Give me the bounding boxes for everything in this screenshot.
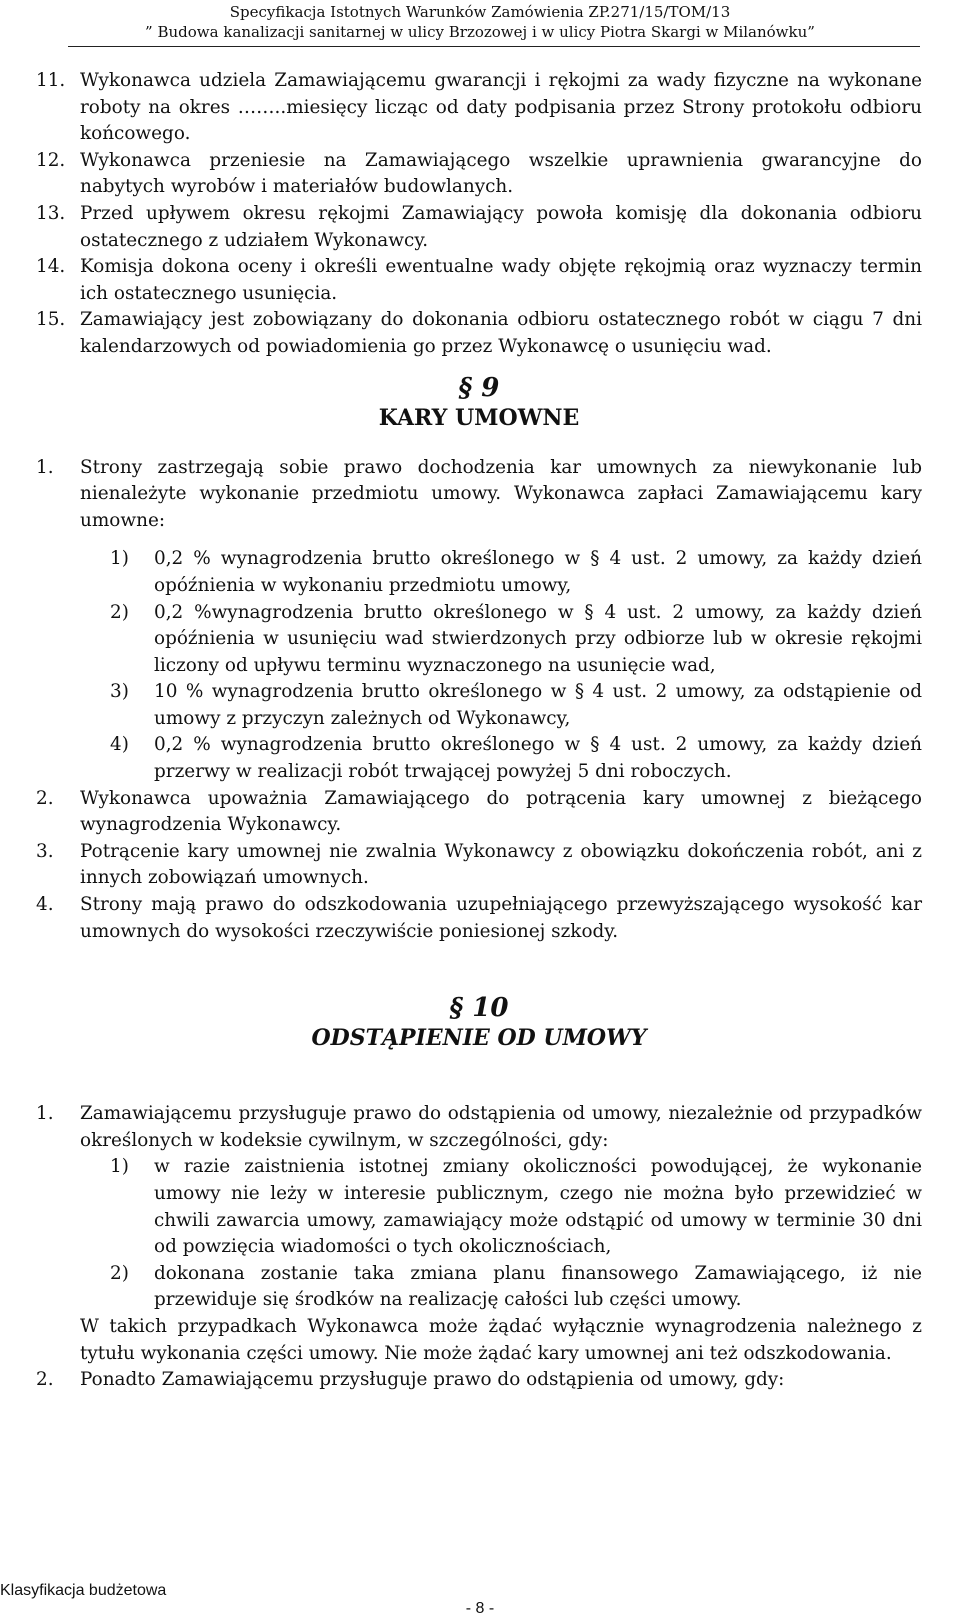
- sub-item-text: dokonana zostanie taka zmiana planu finansowego Zamawiającego, iż nie przewiduje się środków na realizację całości lub części umowy.: [154, 1262, 922, 1311]
- list-item: [36, 68, 922, 148]
- item-text: Ponadto Zamawiającemu przysługuje prawo do odstąpienia od umowy, gdy:: [80, 1369, 785, 1391]
- note-paragraph: W takich przypadkach Wykonawca może żądać wyłącznie wynagrodzenia należnego z tytułu wykonania części umowy. Nie może żądać kary umownej ani też odszkodowania.: [80, 1315, 922, 1364]
- item-number: 14.: [36, 256, 66, 278]
- list-item: [36, 1101, 922, 1154]
- sub-list-item: [36, 600, 922, 680]
- list-item: [36, 892, 922, 945]
- footer-label: Klasyfikacja budżetowa: [0, 1582, 167, 1599]
- header-title: Specyfikacja Istotnych Warunków Zamówienia ZP.271/15/TOM/13: [229, 3, 731, 21]
- section-number: § 10: [449, 993, 509, 1024]
- list-item: [36, 786, 922, 839]
- header-subtitle: ” Budowa kanalizacji sanitarnej w ulicy Brzozowej i w ulicy Piotra Skargi w Milanówku”: [145, 23, 815, 41]
- sub-list-item: [36, 546, 922, 599]
- item-text: Komisja dokona oceny i określi ewentualne wady objęte rękojmią oraz wyznaczy termin ich ostatecznego usunięcia.: [80, 256, 922, 304]
- section-heading: [36, 373, 922, 433]
- header-divider: [68, 46, 920, 47]
- page-number: - 8 -: [465, 1600, 495, 1617]
- sub-item-number: 3): [110, 681, 129, 703]
- list-item: [36, 307, 922, 360]
- list-item: [36, 148, 922, 201]
- sub-list-item: [36, 1154, 922, 1260]
- item-text: Strony zastrzegają sobie prawo dochodzenia kar umownych za niewykonanie lub nienależyte wykonanie przedmiotu umowy. Wykonawca zapłaci Zamawiającemu kary umowne:: [80, 456, 922, 531]
- sub-item-number: 1): [110, 548, 129, 570]
- sub-list-item: [36, 679, 922, 732]
- sub-item-number: 2): [110, 1262, 129, 1284]
- item-text: Przed upływem okresu rękojmi Zamawiający powoła komisję dla dokonania odbioru ostatecznego z udziałem Wykonawcy.: [80, 202, 922, 251]
- sub-item-number: 4): [110, 734, 129, 756]
- item-text: Zamawiającemu przysługuje prawo do odstąpienia od umowy, niezależnie od przypadków określonych w kodeksie cywilnym, w szczególności, gdy:: [80, 1103, 922, 1151]
- sub-item-number: 2): [110, 601, 129, 623]
- sub-item-text: 0,2 % wynagrodzenia brutto określonego w § 4 ust. 2 umowy, za każdy dzień przerwy w realizacji robót trwającej powyżej 5 dni roboczych.: [154, 734, 922, 783]
- item-number: 4.: [36, 894, 54, 916]
- item-number: 11.: [36, 70, 66, 91]
- item-text: Strony mają prawo do odszkodowania uzupełniającego przewyższającego wysokość kar umownych do wysokości rzeczywiście poniesionej szkody.: [80, 894, 922, 942]
- list-item: [36, 839, 922, 892]
- item-number: 13.: [36, 202, 66, 224]
- section-title: ODSTĄPIENIE OD UMOWY: [311, 1025, 647, 1052]
- item-text: Wykonawca udziela Zamawiającemu gwarancji i rękojmi za wady fizyczne na wykonane roboty na okres ……..miesięcy licząc od daty podpisania przez Strony protokołu odbioru końcowego.: [80, 70, 922, 145]
- list-item: [36, 201, 922, 254]
- item-number: 2.: [36, 1369, 54, 1391]
- item-text: Potrącenie kary umownej nie zwalnia Wykonawcy z obowiązku dokończenia robót, ani z innych zobowiązań umownych.: [80, 840, 922, 889]
- page-header: [0, 2, 960, 42]
- item-number: 2.: [36, 787, 54, 809]
- item-number: 1.: [36, 1103, 54, 1125]
- section-title: KARY UMOWNE: [378, 404, 580, 431]
- item-number: 15.: [36, 309, 66, 331]
- list-item: [36, 455, 922, 535]
- sub-item-text: 0,2 %wynagrodzenia brutto określonego w § 4 ust. 2 umowy, za każdy dzień opóźnienia w usunięciu wad stwierdzonych przy odbiorze lub w okresie rękojmi liczony od upływu terminu wyznaczonego na usunięcie wad,: [154, 601, 922, 676]
- list-item: [36, 1367, 922, 1394]
- sub-list-item: [36, 732, 922, 785]
- list-item: [36, 254, 922, 307]
- item-text: Zamawiający jest zobowiązany do dokonania odbioru ostatecznego robót w ciągu 7 dni kalendarzowych od powiadomienia go przez Wykonawcę o usunięciu wad.: [80, 309, 922, 357]
- section-heading: [36, 993, 922, 1053]
- item-number: 1.: [36, 456, 54, 478]
- item-text: Wykonawca upoważnia Zamawiającego do potrącenia kary umownej z bieżącego wynagrodzenia Wykonawcy.: [80, 787, 922, 836]
- item-text: Wykonawca przeniesie na Zamawiającego wszelkie uprawnienia gwarancyjne do nabytych wyrobów i materiałów budowlanych.: [80, 149, 922, 198]
- sub-item-text: 10 % wynagrodzenia brutto określonego w § 4 ust. 2 umowy, za odstąpienie od umowy z przyczyn zależnych od Wykonawcy,: [154, 681, 922, 729]
- sub-item-text: w razie zaistnienia istotnej zmiany okoliczności powodującej, że wykonanie umowy nie leży w interesie publicznym, czego nie można było przewidzieć w chwili zawarcia umowy, zamawiający może odstąpić od umowy w terminie 30 dni od powzięcia wiadomości o tych okolicznościach,: [154, 1156, 922, 1258]
- sub-list-item: [36, 1261, 922, 1314]
- item-number: 12.: [36, 149, 66, 171]
- document-body: [36, 68, 922, 1394]
- item-number: 3.: [36, 840, 54, 862]
- sub-item-text: 0,2 % wynagrodzenia brutto określonego w § 4 ust. 2 umowy, za każdy dzień opóźnienia w wykonaniu przedmiotu umowy,: [154, 548, 922, 596]
- section-number: § 9: [458, 372, 500, 403]
- sub-item-number: 1): [110, 1156, 129, 1178]
